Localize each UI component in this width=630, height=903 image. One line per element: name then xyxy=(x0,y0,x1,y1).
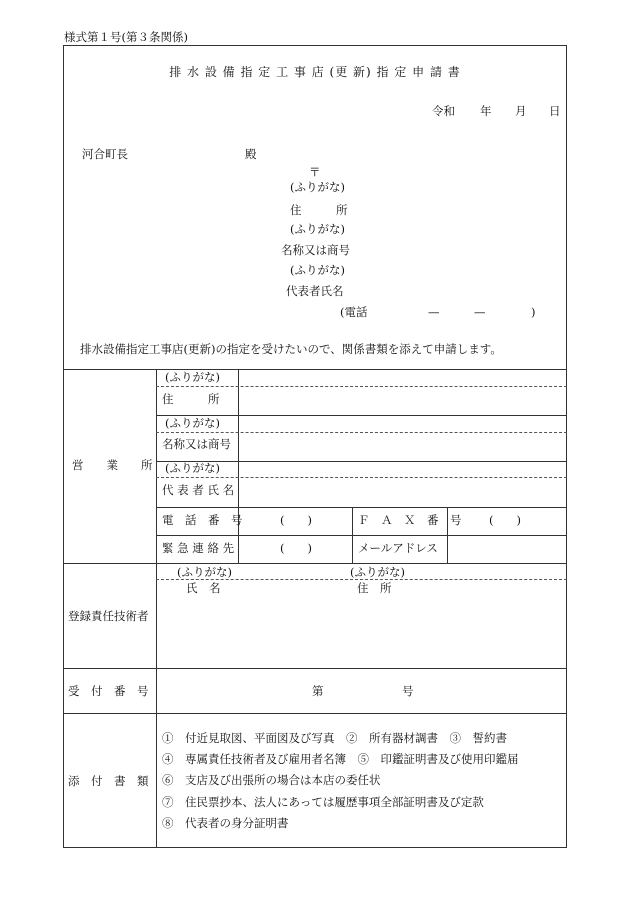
attachment-line: ⑥ 支店及び出張所の場合は本店の委任状 xyxy=(162,773,381,787)
dashed-divider xyxy=(156,579,567,580)
applicant-furigana: (ふりがな) xyxy=(290,180,345,194)
divider xyxy=(63,369,567,370)
phone-dash: — xyxy=(474,305,486,319)
attachment-line: ④ 専属責任技術者及び雇用者名簿 ⑤ 印鑑証明書及び使用印鑑届 xyxy=(162,752,519,766)
applicant-furigana: (ふりがな) xyxy=(290,263,345,277)
divider xyxy=(63,713,567,714)
attachment-line: ① 付近見取図、平面図及び写真 ② 所有器材調書 ③ 誓約書 xyxy=(162,731,507,745)
postal-mark: 〒 xyxy=(309,165,321,179)
applicant-address-label: 住 所 xyxy=(290,203,348,217)
addressee-suffix: 殿 xyxy=(245,147,257,161)
phone-close: ) xyxy=(531,305,536,319)
business-section-label: 営 業 所 xyxy=(72,458,153,472)
business-furigana: (ふりがな) xyxy=(165,370,220,384)
attachment-line: ⑦ 住民票抄本、法人にあっては履歴事項全部証明書及び定款 xyxy=(162,795,484,809)
divider xyxy=(156,369,157,848)
business-representative-label: 代 表 者 氏 名 xyxy=(162,483,235,497)
divider xyxy=(156,507,567,508)
divider xyxy=(238,369,239,563)
business-furigana: (ふりがな) xyxy=(165,461,220,475)
divider xyxy=(156,535,567,536)
date-month: 月 xyxy=(515,104,527,118)
divider xyxy=(63,563,567,564)
addressee-name: 河合町長 xyxy=(82,147,128,161)
engineer-name-furigana: (ふりがな) xyxy=(177,565,232,579)
applicant-furigana: (ふりがな) xyxy=(290,222,345,236)
business-emergency-paren: ( ) xyxy=(280,541,312,555)
dashed-divider xyxy=(156,386,567,387)
business-address-label: 住 所 xyxy=(162,392,220,406)
form-number: 様式第１号(第３条関係) xyxy=(64,30,188,44)
engineer-address-label: 住 所 xyxy=(357,581,392,595)
engineer-address-furigana: (ふりがな) xyxy=(350,565,405,579)
business-email-label: メールアドレス xyxy=(358,541,438,555)
business-fax-paren: ( ) xyxy=(489,513,521,527)
date-day: 日 xyxy=(549,104,561,118)
application-statement: 排水設備指定工事店(更新)の指定を受けたいので、関係書類を添えて申請します。 xyxy=(80,342,502,356)
dashed-divider xyxy=(156,432,567,433)
business-phone-label: 電 話 番 号 xyxy=(162,513,243,527)
engineer-name-label: 氏 名 xyxy=(186,581,221,595)
attachment-line: ⑧ 代表者の身分証明書 xyxy=(162,816,289,830)
engineer-section-label: 登録責任技術者 xyxy=(68,609,149,623)
dashed-divider xyxy=(156,477,567,478)
date-year: 年 xyxy=(480,104,492,118)
applicant-representative-label: 代表者氏名 xyxy=(286,284,344,298)
receipt-suffix: 号 xyxy=(402,684,414,698)
attachments-label: 添 付 書 類 xyxy=(68,774,149,788)
business-fax-label: Ｆ Ａ Ｘ 番 号 xyxy=(358,513,462,527)
receipt-prefix: 第 xyxy=(312,684,324,698)
page-title: 排 水 設 備 指 定 工 事 店 (更 新) 指 定 申 請 書 xyxy=(169,65,461,79)
divider xyxy=(63,668,567,669)
divider xyxy=(352,507,353,563)
applicant-name-label: 名称又は商号 xyxy=(281,243,350,257)
business-phone-paren: ( ) xyxy=(280,513,312,527)
phone-open: (電話 xyxy=(340,305,368,319)
date-era: 令和 xyxy=(432,104,455,118)
receipt-number-label: 受 付 番 号 xyxy=(68,684,149,698)
business-emergency-label: 緊 急 連 絡 先 xyxy=(162,541,235,555)
business-name-label: 名称又は商号 xyxy=(162,437,231,451)
business-furigana: (ふりがな) xyxy=(165,416,220,430)
phone-dash: — xyxy=(428,305,440,319)
